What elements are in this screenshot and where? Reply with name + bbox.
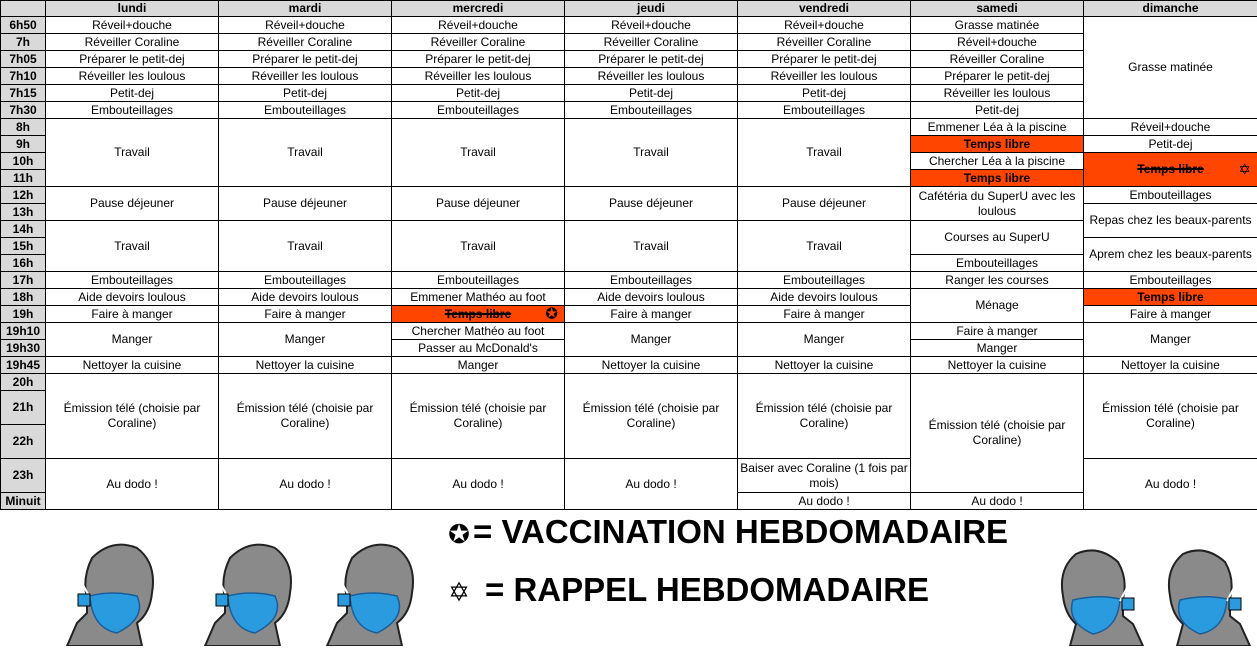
activity-cell: Petit-dej — [392, 85, 565, 102]
activity-cell: Embouteillages — [1084, 187, 1257, 204]
activity-cell: Grasse matinée — [911, 17, 1084, 34]
time-cell: 16h — [1, 255, 46, 272]
activity-cell: Nettoyer la cuisine — [46, 357, 219, 374]
activity-cell: Chercher Mathéo au foot — [392, 323, 565, 340]
activity-cell: Réveiller Coraline — [911, 51, 1084, 68]
activity-cell: Aide devoirs loulous — [219, 289, 392, 306]
activity-cell: Embouteillages — [219, 272, 392, 289]
time-cell: 19h10 — [1, 323, 46, 340]
time-cell: 7h30 — [1, 102, 46, 119]
activity-cell: Embouteillages — [738, 102, 911, 119]
legend-rappel — [445, 570, 929, 612]
activity-cell: Manger — [738, 323, 911, 357]
table-row — [1, 68, 1257, 85]
activity-cell: Embouteillages — [1084, 272, 1257, 289]
free-time-cell: Temps libre — [911, 136, 1084, 153]
activity-cell: Au dodo ! — [46, 459, 219, 510]
activity-cell: Petit-dej — [565, 85, 738, 102]
table-row — [1, 34, 1257, 51]
table-row — [1, 17, 1257, 34]
table-row — [1, 221, 1257, 238]
legend-rappel-label: = RAPPEL HEBDOMADAIRE — [485, 571, 930, 608]
activity-cell: Réveil+douche — [392, 17, 565, 34]
masked-head-illustration — [322, 538, 422, 646]
star-of-david-icon: ✡ — [1238, 161, 1251, 178]
activity-cell: Travail — [738, 221, 911, 272]
time-cell: 7h — [1, 34, 46, 51]
time-cell: 7h05 — [1, 51, 46, 68]
activity-cell: Embouteillages — [911, 255, 1084, 272]
activity-cell: Réveiller les loulous — [738, 68, 911, 85]
activity-cell: Petit-dej — [911, 102, 1084, 119]
activity-cell: Manger — [219, 323, 392, 357]
activity-cell: Embouteillages — [565, 102, 738, 119]
activity-cell: Réveil+douche — [1084, 119, 1257, 136]
activity-cell: Préparer le petit-dej — [911, 68, 1084, 85]
time-cell: 14h — [1, 221, 46, 238]
time-cell: 22h — [1, 425, 46, 459]
free-time-cell: Temps libre — [1084, 289, 1257, 306]
activity-cell: Travail — [738, 119, 911, 187]
activity-cell: Embouteillages — [46, 272, 219, 289]
time-cell: 19h45 — [1, 357, 46, 374]
activity-cell: Émission télé (choisie par Coraline) — [1084, 374, 1257, 459]
activity-cell: Petit-dej — [219, 85, 392, 102]
activity-cell: Nettoyer la cuisine — [219, 357, 392, 374]
activity-cell: Réveiller les loulous — [392, 68, 565, 85]
activity-cell: Réveiller Coraline — [565, 34, 738, 51]
star-of-david-icon: ✡ — [448, 577, 470, 608]
activity-cell: Émission télé (choisie par Coraline) — [46, 374, 219, 459]
time-cell: 12h — [1, 187, 46, 204]
time-cell: 18h — [1, 289, 46, 306]
activity-cell: Embouteillages — [565, 272, 738, 289]
activity-cell: Emmener Mathéo au foot — [392, 289, 565, 306]
activity-cell: Embouteillages — [392, 272, 565, 289]
activity-cell: Au dodo ! — [565, 459, 738, 510]
free-time-cell: Temps libre — [911, 170, 1084, 187]
time-cell: 10h — [1, 153, 46, 170]
legend-vaccination-label: = VACCINATION HEBDOMADAIRE — [473, 513, 1009, 550]
time-cell: 20h — [1, 374, 46, 391]
activity-cell: Aprem chez les beaux-parents — [1084, 238, 1257, 272]
activity-cell: Travail — [392, 119, 565, 187]
day-header: dimanche — [1084, 1, 1257, 17]
time-cell: 7h15 — [1, 85, 46, 102]
activity-cell: Réveil+douche — [738, 17, 911, 34]
time-cell: 19h — [1, 306, 46, 323]
activity-cell: Emmener Léa à la piscine — [911, 119, 1084, 136]
legend-vaccination — [445, 512, 1008, 554]
activity-cell: Émission télé (choisie par Coraline) — [219, 374, 392, 459]
activity-cell: Petit-dej — [1084, 136, 1257, 153]
activity-cell: Passer au McDonald's — [392, 340, 565, 357]
time-cell: 8h — [1, 119, 46, 136]
activity-cell: Courses au SuperU — [911, 221, 1084, 255]
activity-cell: Faire à manger — [565, 306, 738, 323]
activity-cell: Aide devoirs loulous — [738, 289, 911, 306]
activity-cell: Chercher Léa à la piscine — [911, 153, 1084, 170]
masked-head-illustration — [1058, 544, 1148, 646]
table-row — [1, 374, 1257, 391]
activity-cell: Préparer le petit-dej — [738, 51, 911, 68]
activity-cell: Émission télé (choisie par Coraline) — [565, 374, 738, 459]
time-cell: 23h — [1, 459, 46, 493]
activity-cell: Au dodo ! — [911, 493, 1084, 510]
activity-cell: Embouteillages — [738, 272, 911, 289]
star-solid-outline-icon: ✪ — [448, 519, 470, 550]
activity-cell: Petit-dej — [46, 85, 219, 102]
star-solid-outline-icon: ✪ — [545, 305, 558, 323]
activity-cell: Réveiller les loulous — [911, 85, 1084, 102]
time-cell: 15h — [1, 238, 46, 255]
activity-cell: Émission télé (choisie par Coraline) — [738, 374, 911, 459]
activity-cell: Manger — [392, 357, 565, 374]
time-cell: 19h30 — [1, 340, 46, 357]
activity-cell: Pause déjeuner — [46, 187, 219, 221]
activity-cell: Travail — [565, 119, 738, 187]
activity-cell: Émission télé (choisie par Coraline) — [911, 374, 1084, 493]
activity-cell: Préparer le petit-dej — [392, 51, 565, 68]
activity-cell: Au dodo ! — [392, 459, 565, 510]
activity-cell: Nettoyer la cuisine — [565, 357, 738, 374]
activity-cell: Préparer le petit-dej — [46, 51, 219, 68]
activity-cell: Nettoyer la cuisine — [911, 357, 1084, 374]
activity-cell: Cafétéria du SuperU avec les loulous — [911, 187, 1084, 221]
activity-cell: Manger — [1084, 323, 1257, 357]
activity-cell: Préparer le petit-dej — [219, 51, 392, 68]
table-row — [1, 272, 1257, 289]
activity-cell: Réveiller Coraline — [738, 34, 911, 51]
activity-cell: Faire à manger — [911, 323, 1084, 340]
time-cell: 9h — [1, 136, 46, 153]
activity-cell: Au dodo ! — [1084, 459, 1257, 510]
activity-cell: Aide devoirs loulous — [565, 289, 738, 306]
activity-cell: Réveiller Coraline — [392, 34, 565, 51]
activity-cell: Travail — [392, 221, 565, 272]
activity-cell: Au dodo ! — [738, 493, 911, 510]
free-time-cell-struck — [1084, 153, 1257, 187]
activity-cell: Réveiller les loulous — [46, 68, 219, 85]
activity-cell: Nettoyer la cuisine — [1084, 357, 1257, 374]
time-cell: 7h10 — [1, 68, 46, 85]
activity-cell: Aide devoirs loulous — [46, 289, 219, 306]
free-time-label: Temps libre — [444, 306, 512, 321]
header-row — [1, 1, 1257, 17]
table-row — [1, 323, 1257, 340]
day-header: jeudi — [565, 1, 738, 17]
activity-cell: Nettoyer la cuisine — [738, 357, 911, 374]
activity-cell: Travail — [565, 221, 738, 272]
activity-cell: Réveil+douche — [565, 17, 738, 34]
day-header: mardi — [219, 1, 392, 17]
table-row — [1, 102, 1257, 119]
activity-cell: Faire à manger — [1084, 306, 1257, 323]
activity-cell: Embouteillages — [219, 102, 392, 119]
activity-cell: Travail — [46, 221, 219, 272]
activity-cell: Travail — [219, 119, 392, 187]
free-time-cell-struck — [392, 306, 565, 323]
day-header: lundi — [46, 1, 219, 17]
corner-cell — [1, 1, 46, 17]
activity-cell: Au dodo ! — [219, 459, 392, 510]
activity-cell: Réveiller les loulous — [219, 68, 392, 85]
activity-cell: Repas chez les beaux-parents — [1084, 204, 1257, 238]
table-row — [1, 85, 1257, 102]
free-time-label: Temps libre — [1137, 162, 1204, 176]
activity-cell: Émission télé (choisie par Coraline) — [392, 374, 565, 459]
masked-head-illustration — [1165, 544, 1255, 646]
activity-cell: Embouteillages — [46, 102, 219, 119]
day-header: vendredi — [738, 1, 911, 17]
time-cell: 11h — [1, 170, 46, 187]
day-header: mercredi — [392, 1, 565, 17]
activity-cell: Réveiller les loulous — [565, 68, 738, 85]
activity-cell: Faire à manger — [219, 306, 392, 323]
time-cell: 13h — [1, 204, 46, 221]
masked-head-illustration — [200, 538, 300, 646]
time-cell: Minuit — [1, 493, 46, 510]
activity-cell: Baiser avec Coraline (1 fois par mois) — [738, 459, 911, 493]
activity-cell: Ranger les courses — [911, 272, 1084, 289]
table-row — [1, 187, 1257, 204]
activity-cell: Pause déjeuner — [392, 187, 565, 221]
activity-cell: Réveil+douche — [911, 34, 1084, 51]
time-cell: 6h50 — [1, 17, 46, 34]
time-cell: 17h — [1, 272, 46, 289]
activity-cell: Réveil+douche — [46, 17, 219, 34]
day-header: samedi — [911, 1, 1084, 17]
activity-cell: Faire à manger — [738, 306, 911, 323]
activity-cell: Ménage — [911, 289, 1084, 323]
activity-cell: Grasse matinée — [1084, 17, 1257, 119]
activity-cell: Travail — [46, 119, 219, 187]
activity-cell: Préparer le petit-dej — [565, 51, 738, 68]
table-row — [1, 357, 1257, 374]
activity-cell: Faire à manger — [46, 306, 219, 323]
activity-cell: Manger — [911, 340, 1084, 357]
activity-cell: Réveiller Coraline — [219, 34, 392, 51]
activity-cell: Travail — [219, 221, 392, 272]
activity-cell: Pause déjeuner — [738, 187, 911, 221]
activity-cell: Réveil+douche — [219, 17, 392, 34]
activity-cell: Pause déjeuner — [565, 187, 738, 221]
table-row — [1, 289, 1257, 306]
activity-cell: Manger — [46, 323, 219, 357]
activity-cell: Pause déjeuner — [219, 187, 392, 221]
time-cell: 21h — [1, 391, 46, 425]
activity-cell: Réveiller Coraline — [46, 34, 219, 51]
masked-head-illustration — [62, 538, 162, 646]
activity-cell: Manger — [565, 323, 738, 357]
table-row — [1, 51, 1257, 68]
activity-cell: Petit-dej — [738, 85, 911, 102]
table-row — [1, 119, 1257, 136]
activity-cell: Embouteillages — [392, 102, 565, 119]
